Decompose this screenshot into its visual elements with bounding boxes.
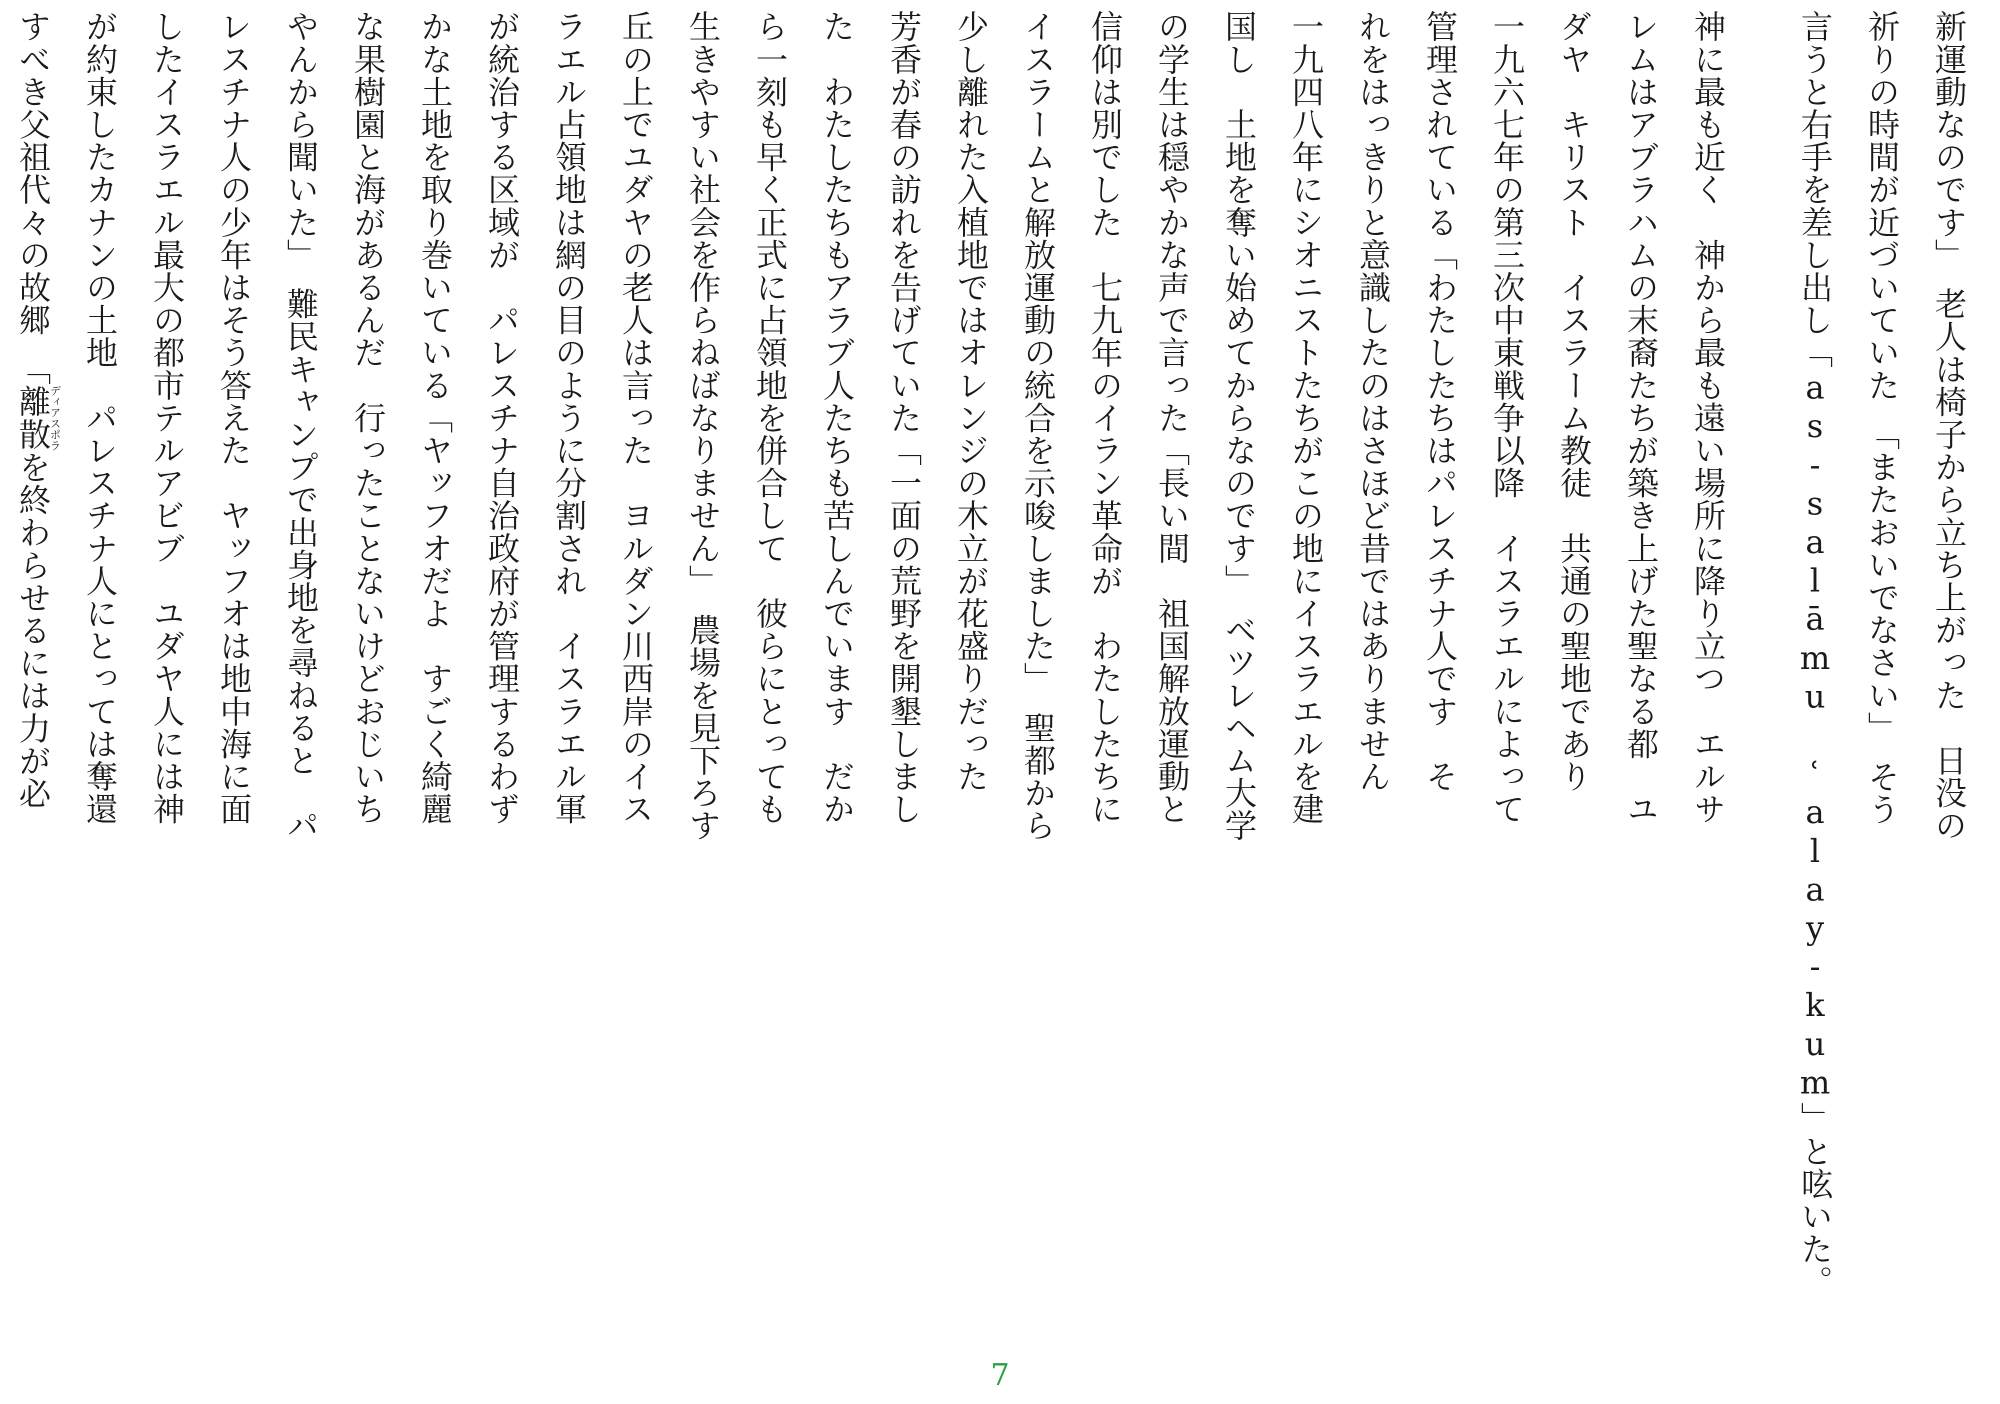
text-column: 一九六七年の第三次中東戦争以降 イスラエルによって (1488, 10, 1526, 825)
text-column: ラエル占領地は網の目のように分割され イスラエル軍 (550, 10, 588, 825)
text-column: イスラームと解放運動の統合を示唆しました」 聖都から (1019, 10, 1057, 842)
text-column: た わたしたちもアラブ人たちも苦しんでいます だか (818, 10, 856, 825)
text-column-diaspora (0, 10, 66, 910)
text-column: 丘の上でユダヤの老人は言った ヨルダン川西岸のイス (617, 10, 655, 825)
vertical-text-body (0, 10, 1982, 1298)
diaspora-before: すべき父祖代々の故郷 「 (14, 10, 52, 386)
text-column: 新運動なのです」 老人は椅子から立ち上がった 日没の (1930, 10, 1968, 842)
text-column: 一九四八年にシオニストたちがこの地にイスラエルを建 (1287, 10, 1325, 825)
diaspora-after: を終わらせるには力が必 (14, 450, 52, 810)
text-column: ら一刻も早く正式に占領地を併合して 彼らにとっても (751, 10, 789, 825)
text-column: れをはっきりと意識したのはさほど昔ではありません (1354, 10, 1392, 793)
text-column: 信仰は別でした 七九年のイラン革命が わたしたちに (1086, 10, 1124, 825)
text-column: レムはアブラハムの末裔たちが築き上げた聖なる都 ユ (1622, 10, 1660, 825)
text-column: な果樹園と海があるんだ 行ったことないけどおじいち (349, 10, 387, 825)
text-column: 生きやすい社会を作らねばなりません」 農場を見下ろす (684, 10, 722, 842)
text-column: 少し離れた入植地ではオレンジの木立が花盛りだった (952, 10, 990, 793)
text-column: 管理されている「わたしたちはパレスチナ人です そ (1421, 10, 1459, 793)
text-column: 祈りの時間が近づいていた 「またおいでなさい」 そう (1863, 10, 1901, 826)
ruby-base: 離散 (14, 385, 52, 451)
page-number: 7 (990, 1358, 1010, 1393)
text-column: 言うと右手を差し出し「as-salāmu ʿalay-kum」と呟いた。 (1796, 10, 1834, 1298)
text-column: やんから聞いた」 難民キャンプで出身地を尋ねると パ (282, 10, 320, 842)
text-column: 国し 土地を奪い始めてからなのです」 ベツレヘム大学 (1220, 10, 1258, 842)
text-column: したイスラエル最大の都市テルアビブ ユダヤ人には神 (148, 10, 186, 825)
text-column: が統治する区域が パレスチナ自治政府が管理するわず (483, 10, 521, 825)
text-column: 芳香が春の訪れを告げていた「一面の荒野を開墾しまし (885, 10, 923, 825)
diaspora-ruby (14, 385, 62, 452)
text-column: レスチナ人の少年はそう答えた ヤッフオは地中海に面 (215, 10, 253, 825)
text-column: の学生は穏やかな声で言った「長い間 祖国解放運動と (1153, 10, 1191, 825)
text-column: 神に最も近く 神から最も遠い場所に降り立つ エルサ (1689, 10, 1727, 825)
ruby-reading: ディアスポラ (48, 385, 62, 452)
text-column: が約束したカナンの土地 パレスチナ人にとっては奪還 (81, 10, 119, 825)
text-column: ダヤ キリスト イスラーム教徒 共通の聖地であり (1555, 10, 1593, 793)
paragraph-gap (1741, 10, 1781, 910)
text-column: かな土地を取り巻いている「ヤッフオだよ すごく綺麗 (416, 10, 454, 825)
